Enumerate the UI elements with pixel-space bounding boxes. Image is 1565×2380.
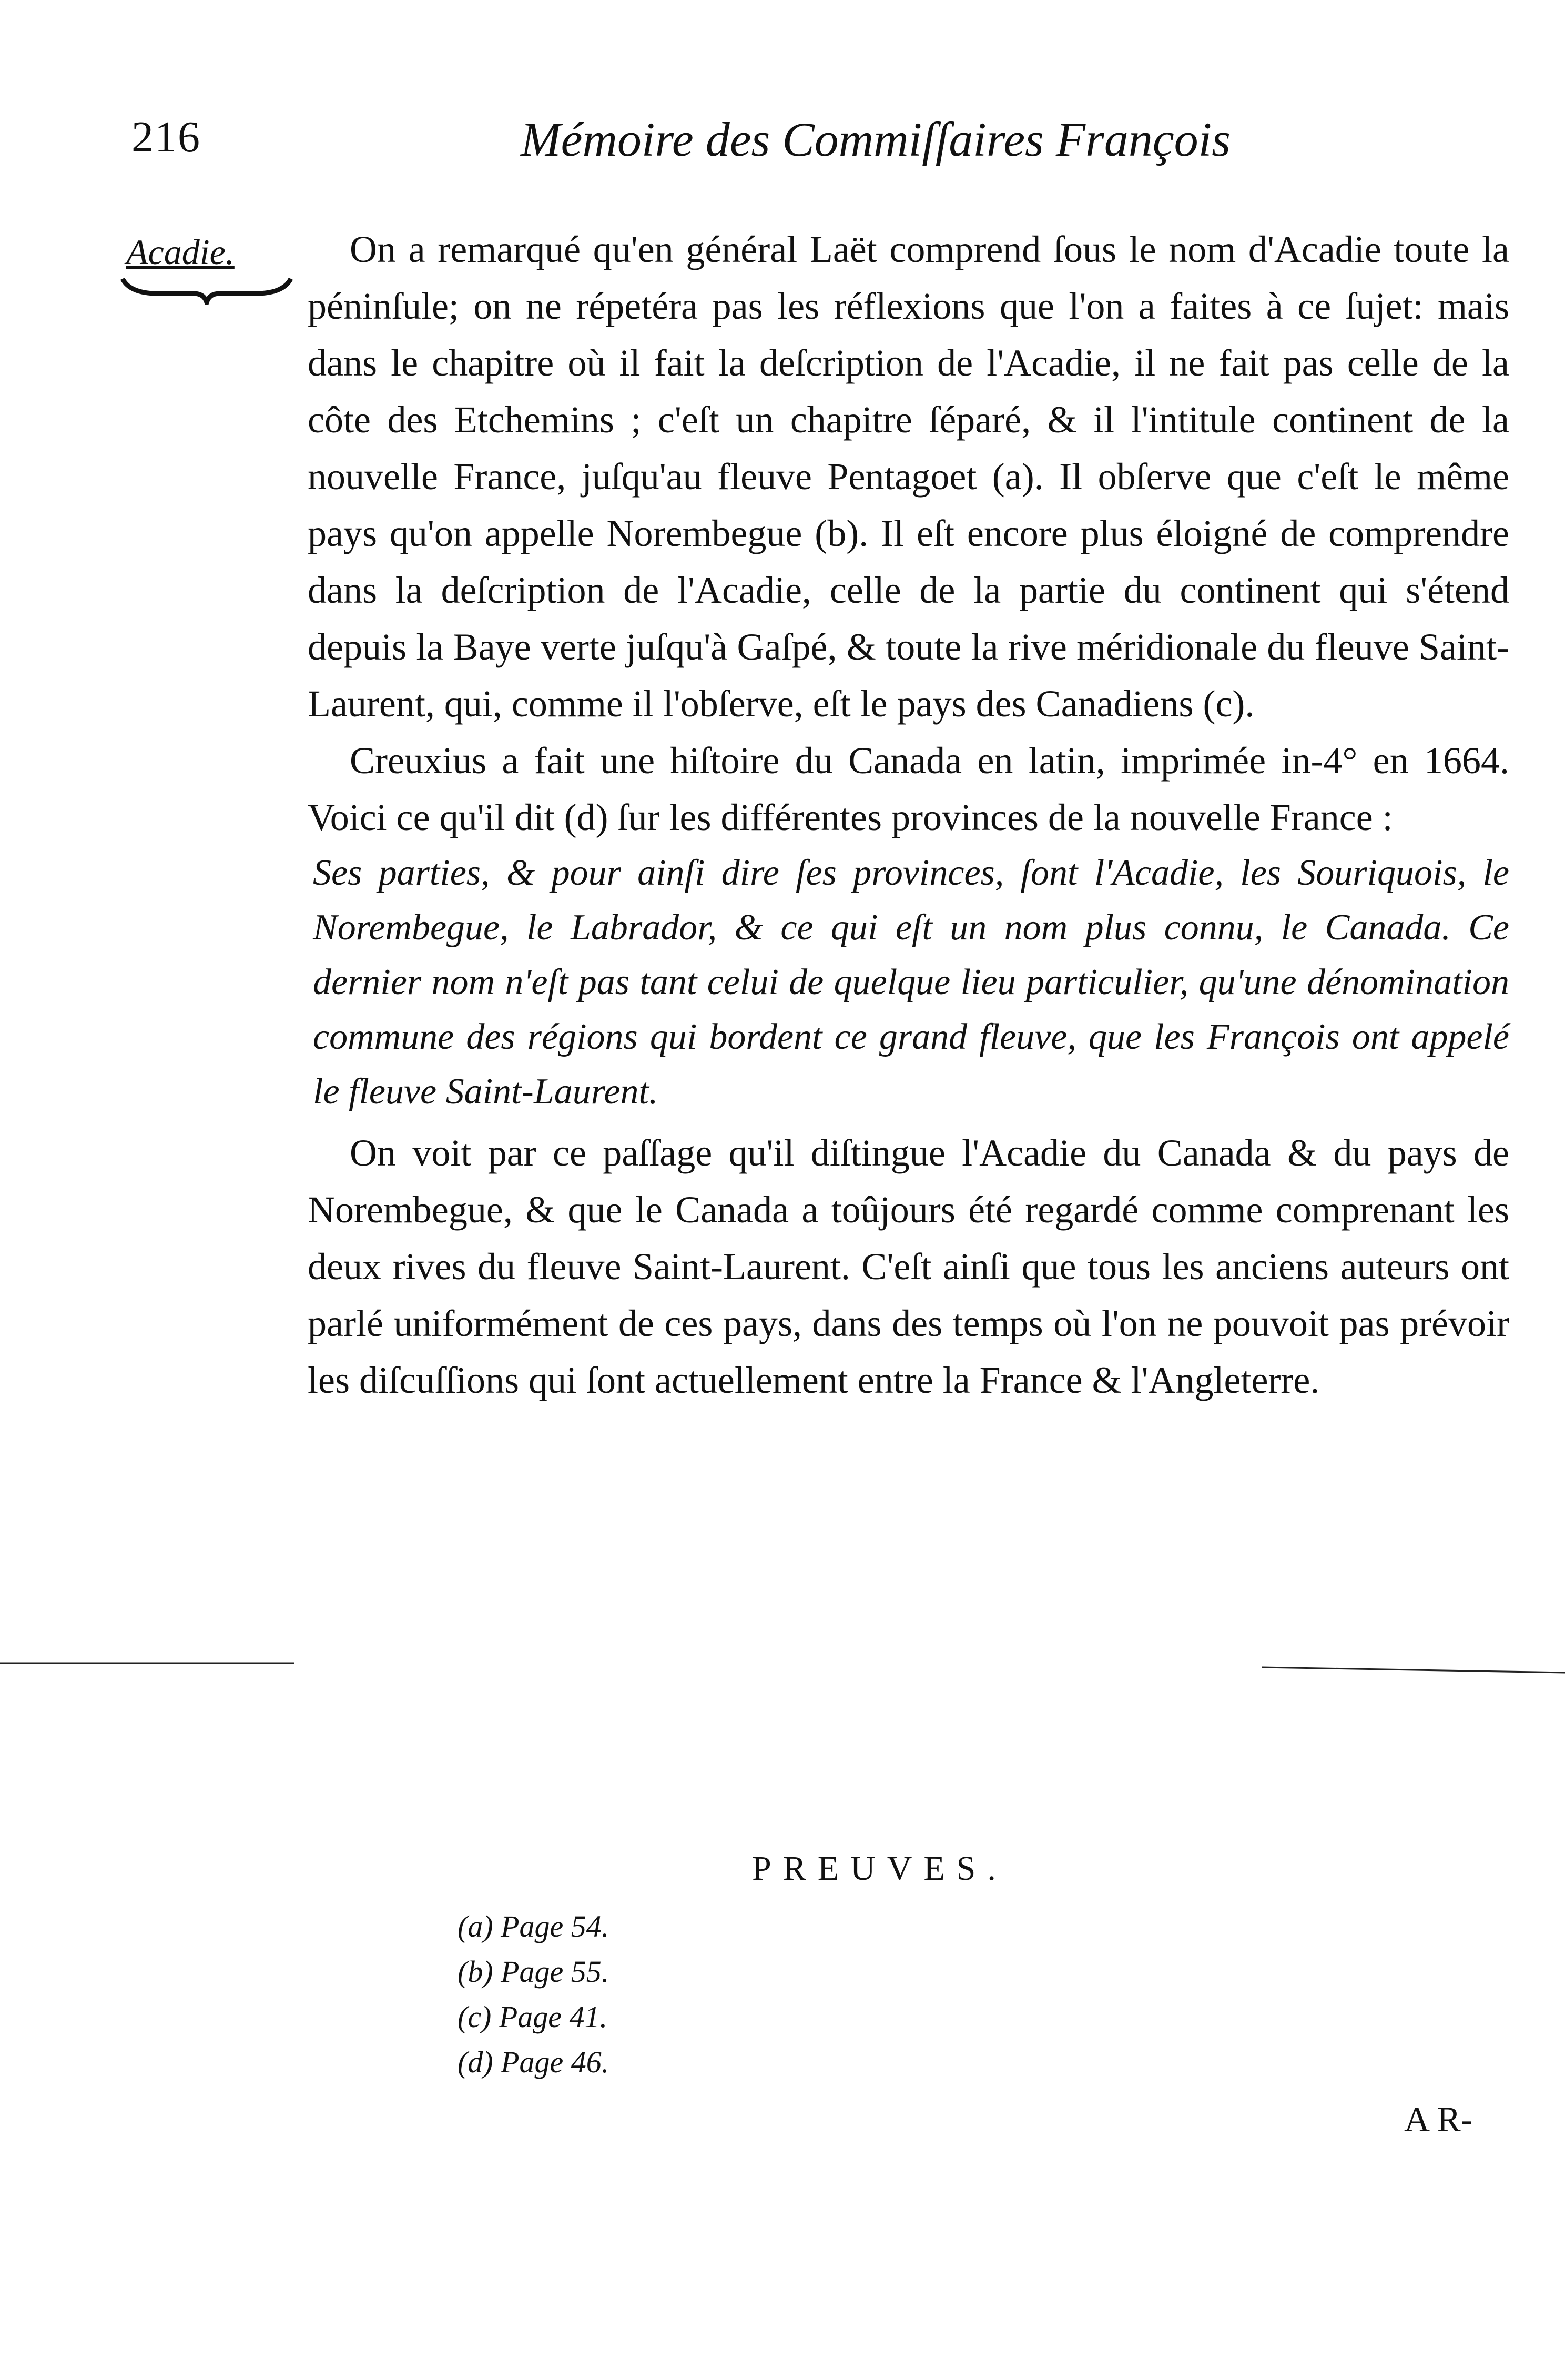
- quotation: Ses parties, & pour ainſi dire ſes provinces, ſont l'Acadie, les Souriquois, le Norembegue, le Labrador, & ce qui eſt un nom plus connu, le Canada. Ce dernier nom n'eſt pas tant celui de quelque lieu particulier, qu'une dénomination commune des régions qui bordent ce grand fleuve, que les François ont appelé le fleuve Saint-Laurent.: [313, 853, 1509, 1112]
- paragraph: Creuxius a fait une hiſtoire du Canada en latin, imprimée in-4° en 1664. Voici ce qu'il dit (d) ſur les différentes provinces de la nouvelle France :: [308, 740, 1509, 838]
- note-item: (a) Page 54.: [458, 1909, 609, 1943]
- paragraph: On voit par ce paſſage qu'il diſtingue l'Acadie du Canada & du pays de Norembegue, & que le Canada a toûjours été regardé comme comprenant les deux rives du fleuve Saint-Laurent. C'eſt ainſi que tous les anciens auteurs ont parlé uniformément de ces pays, dans des temps où l'on ne pouvoit pas prévoir les diſcuſſions qui ſont actuellement entre la France & l'Angleterre.: [308, 1132, 1509, 1401]
- notes-list: [458, 1904, 609, 2085]
- catchword: A R-: [1404, 2099, 1473, 2139]
- margin-brace-icon: [120, 274, 293, 305]
- paragraph: On a remarqué qu'en général Laët comprend ſous le nom d'Acadie toute la péninſule; on ne répetéra pas les réflexions que l'on a faites à ce ſujet: mais dans le chapitre où il fait la deſcription de l'Acadie, il ne fait pas celle de la côte des Etchemins ; c'eſt un chapitre ſéparé, & il l'intitule continent de la nouvelle France, juſqu'au fleuve Pentagoet (a). Il obſerve que c'eſt le même pays qu'on appelle Norembegue (b). Il eſt encore plus éloigné de comprendre dans la deſcription de l'Acadie, celle de la partie du continent qui s'étend depuis la Baye verte juſqu'à Gaſpé, & toute la rive méridionale du fleuve Saint-Laurent, qui, comme il l'obſerve, eſt le pays des Canadiens (c).: [308, 228, 1509, 725]
- running-title: Mémoire des Commiſſaires François: [521, 113, 1231, 166]
- note-item: (d) Page 46.: [458, 2045, 609, 2079]
- margin-note: Acadie.: [126, 232, 235, 272]
- note-item: (c) Page 41.: [458, 2000, 608, 2034]
- page-header: [131, 112, 1551, 180]
- note-item: (b) Page 55.: [458, 1954, 609, 1989]
- preuves-heading: PREUVES.: [752, 1849, 1008, 1888]
- stray-rule-line: [0, 1657, 1565, 1678]
- page-number: 216: [131, 113, 201, 161]
- main-text: [308, 221, 1509, 1409]
